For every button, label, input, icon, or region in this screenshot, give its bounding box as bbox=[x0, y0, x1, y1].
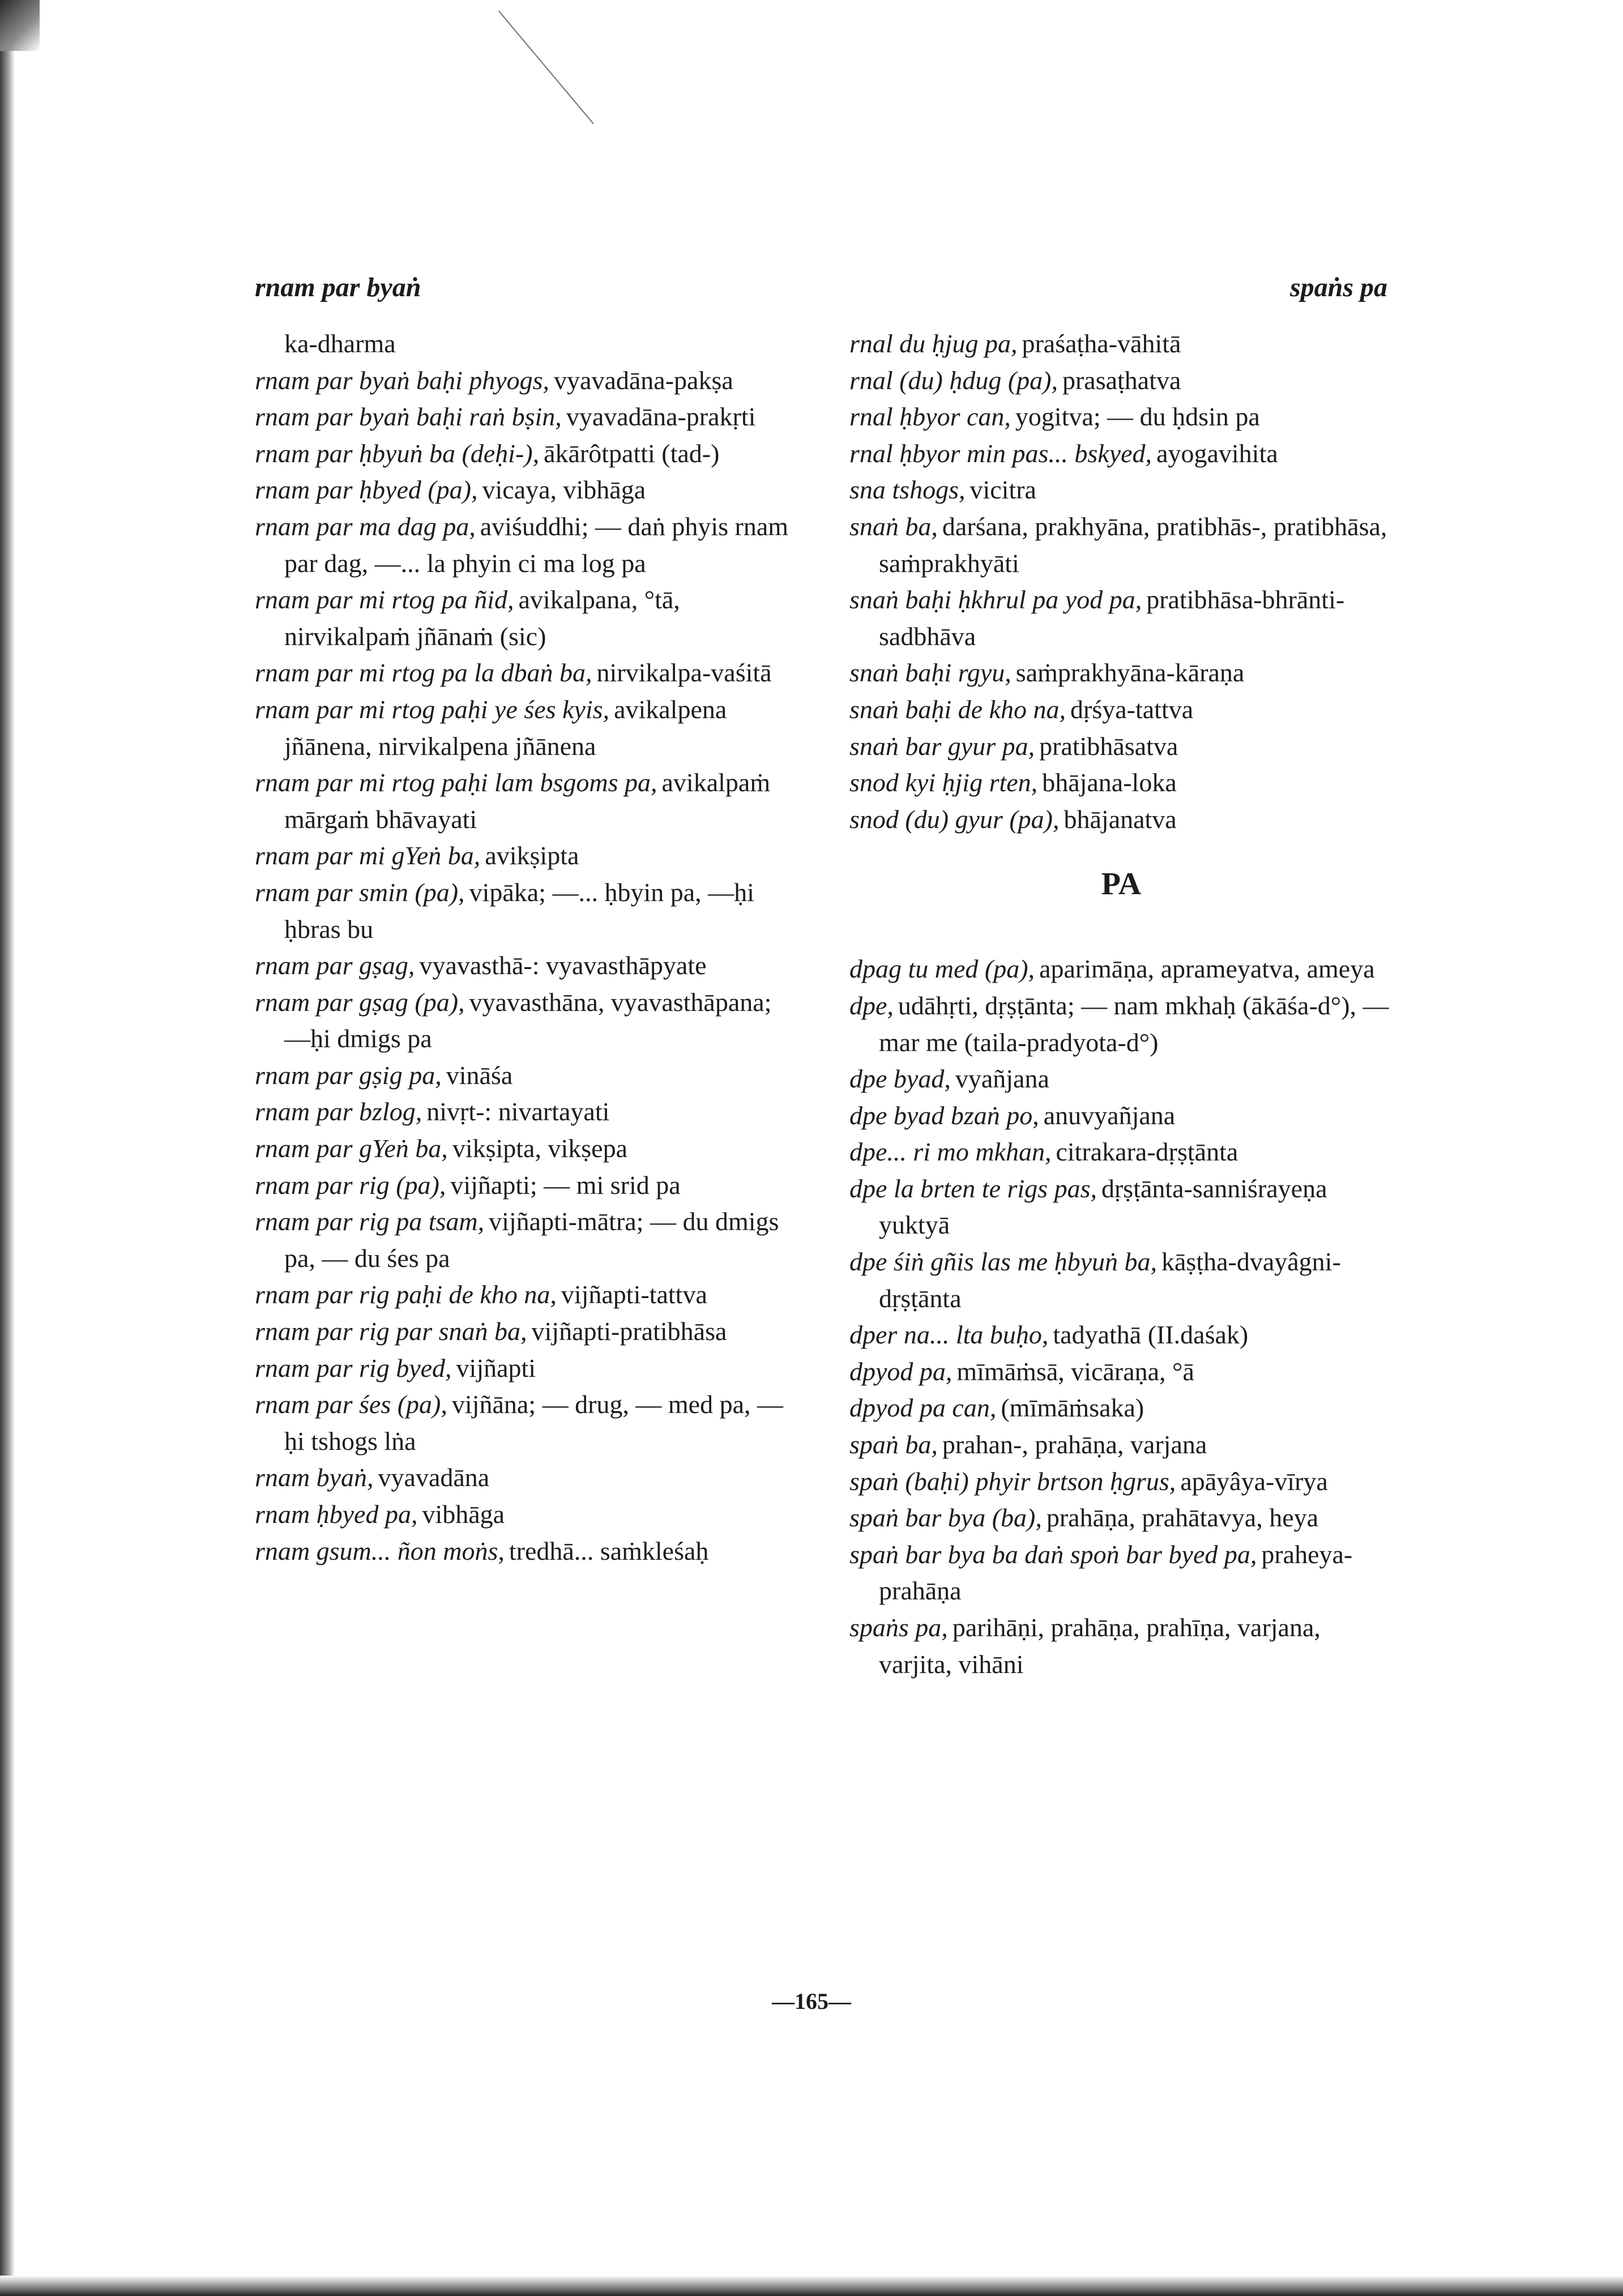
scan-corner-shadow bbox=[0, 0, 40, 51]
entry-meaning: vikṣipta, vikṣepa bbox=[452, 1134, 627, 1163]
entry-meaning: vicaya, vibhāga bbox=[482, 475, 646, 505]
dictionary-entry bbox=[255, 765, 798, 838]
entry-term: rnam par rig paḥi de kho na, bbox=[255, 1280, 557, 1309]
entry-term: dpyod pa, bbox=[849, 1356, 953, 1386]
dictionary-entry bbox=[849, 988, 1393, 1061]
dictionary-entry bbox=[849, 951, 1393, 988]
entry-term: spaṅ ba, bbox=[849, 1430, 938, 1459]
entry-term: rnam par ḥbyed (pa), bbox=[255, 475, 478, 505]
entry-term: spaṅ bar bya ba daṅ spoṅ bar byed pa, bbox=[849, 1539, 1257, 1569]
dictionary-entry bbox=[849, 472, 1393, 509]
entry-meaning: vyavasthā-: vyavasthāpyate bbox=[419, 951, 707, 980]
entry-term: rnam par ma dag pa, bbox=[255, 511, 476, 541]
dictionary-entry bbox=[849, 1354, 1393, 1390]
entry-term: dpe byad, bbox=[849, 1064, 951, 1094]
entry-meaning: vibhāga bbox=[422, 1500, 505, 1529]
entry-term: snaṅ ba, bbox=[849, 511, 938, 541]
entry-term: dpe la brten te rigs pas, bbox=[849, 1173, 1097, 1203]
left-column bbox=[255, 326, 798, 1569]
entry-term: dpe, bbox=[849, 991, 894, 1020]
entry-meaning: ka-dharma bbox=[284, 329, 396, 358]
entry-meaning: vyavadāna-pakṣa bbox=[554, 365, 733, 395]
entry-term: rnam par ḥbyuṅ ba (deḥi-), bbox=[255, 438, 540, 468]
entry-meaning: mīmāṁsā, vicāraṇa, °ā bbox=[956, 1356, 1194, 1386]
entry-meaning: vipāka; —... ḥbyin pa, —ḥi ḥbras bu bbox=[284, 877, 754, 944]
running-head-right: spaṅs pa bbox=[1289, 272, 1387, 302]
entry-term: rnam par rig (pa), bbox=[255, 1170, 446, 1200]
entry-term: snod (du) gyur (pa), bbox=[849, 804, 1060, 834]
entry-term: snaṅ baḥi de kho na, bbox=[849, 694, 1066, 724]
entry-meaning: vyañjana bbox=[955, 1064, 1049, 1094]
dictionary-entry bbox=[849, 1134, 1393, 1171]
entry-meaning: praśaṭha-vāhitā bbox=[1022, 329, 1181, 358]
entry-term: dpe śiṅ gñis las me ḥbyuṅ ba, bbox=[849, 1247, 1158, 1277]
entry-meaning: darśana, prakhyāna, pratibhās-, pratibhāsa, saṁprakhyāti bbox=[879, 511, 1387, 578]
entry-meaning: yogitva; — du ḥdsin pa bbox=[1015, 402, 1260, 432]
entry-term: dper na... lta buḥo, bbox=[849, 1320, 1049, 1350]
entry-meaning: udāhṛti, dṛṣṭānta; — nam mkhaḥ (ākāśa-d°), — mar me (taila-pradyota-d°) bbox=[879, 991, 1389, 1057]
scan-pencil-mark bbox=[498, 11, 594, 124]
entry-meaning: aparimāṇa, aprameyatva, ameya bbox=[1039, 954, 1375, 984]
entry-meaning: nirvikalpa-vaśitā bbox=[596, 658, 772, 688]
dictionary-entry bbox=[255, 362, 798, 399]
entry-term: snaṅ bar gyur pa, bbox=[849, 731, 1035, 761]
dictionary-entry bbox=[255, 948, 798, 984]
entry-meaning: bhājanatva bbox=[1064, 804, 1177, 834]
entry-meaning: ayogavihita bbox=[1156, 438, 1278, 468]
entry-term: rnal ḥbyor min pas... bskyed, bbox=[849, 438, 1152, 468]
dictionary-entry bbox=[849, 1427, 1393, 1463]
entry-term: rnal ḥbyor can, bbox=[849, 402, 1011, 432]
entry-term: rnam par gṣig pa, bbox=[255, 1060, 442, 1090]
entry-term: rnam par mi gYeṅ ba, bbox=[255, 841, 481, 870]
entry-term: rnam par gṣag, bbox=[255, 951, 415, 980]
entry-meaning: tadyathā (II.daśak) bbox=[1053, 1320, 1249, 1350]
entry-term: dpyod pa can, bbox=[849, 1393, 997, 1423]
right-column-entries-bottom bbox=[849, 951, 1393, 1683]
dictionary-entry bbox=[849, 1061, 1393, 1098]
dictionary-entry bbox=[849, 326, 1393, 362]
dictionary-entry bbox=[255, 1459, 798, 1496]
entry-meaning: vyavadāna bbox=[378, 1463, 490, 1492]
entry-meaning: kāṣṭha-dvayâgni-dṛṣṭānta bbox=[879, 1247, 1341, 1313]
entry-meaning: vijñapti bbox=[456, 1353, 536, 1382]
entry-term: rnam par byaṅ baḥi phyogs, bbox=[255, 365, 550, 395]
dictionary-entry bbox=[849, 801, 1393, 838]
dictionary-entry bbox=[255, 692, 798, 765]
entry-term: rnal du ḥjug pa, bbox=[849, 329, 1018, 358]
entry-term: rnal (du) ḥdug (pa), bbox=[849, 365, 1058, 395]
dictionary-entry bbox=[255, 984, 798, 1057]
entry-meaning: vijñapti-pratibhāsa bbox=[531, 1317, 727, 1346]
entry-term: rnam par gṣag (pa), bbox=[255, 987, 465, 1017]
dictionary-entry bbox=[849, 582, 1393, 655]
entry-meaning: bhājana-loka bbox=[1042, 768, 1177, 797]
dictionary-entry bbox=[849, 1317, 1393, 1354]
dictionary-entry bbox=[849, 1500, 1393, 1537]
entry-meaning: prasaṭhatva bbox=[1062, 365, 1181, 395]
dictionary-entry bbox=[255, 326, 798, 362]
dictionary-entry bbox=[849, 1098, 1393, 1134]
dictionary-entry bbox=[255, 1167, 798, 1204]
entry-meaning: avikṣipta bbox=[485, 841, 579, 870]
dictionary-entry bbox=[255, 472, 798, 509]
entry-term: rnam par bzlog, bbox=[255, 1097, 422, 1126]
section-heading: PA bbox=[1101, 867, 1142, 902]
entry-meaning: aviśuddhi; — daṅ phyis rnam par dag, —... la phyin ci ma log pa bbox=[284, 511, 789, 578]
dictionary-entry bbox=[255, 874, 798, 948]
dictionary-entry bbox=[255, 509, 798, 582]
dictionary-entry bbox=[849, 1390, 1393, 1427]
dictionary-entry bbox=[849, 1244, 1393, 1317]
entry-meaning: vijñapti-tattva bbox=[561, 1280, 707, 1309]
entry-meaning: avikalpana, °tā, nirvikalpaṁ jñānaṁ (sic) bbox=[284, 585, 680, 651]
entry-term: snaṅ baḥi rgyu, bbox=[849, 658, 1011, 688]
entry-term: snod kyi ḥjig rten, bbox=[849, 768, 1038, 797]
entry-meaning: vyavadāna-prakṛti bbox=[566, 402, 756, 432]
entry-meaning: vicitra bbox=[969, 475, 1036, 505]
dictionary-entry bbox=[255, 1094, 798, 1130]
entry-term: spaṅ bar bya (ba), bbox=[849, 1503, 1042, 1533]
entry-meaning: pratibhāsatva bbox=[1039, 731, 1178, 761]
entry-term: rnam par gYeṅ ba, bbox=[255, 1134, 448, 1163]
dictionary-entry bbox=[255, 1204, 798, 1277]
entry-meaning: vijñāna; — drug, — med pa, —ḥi tshogs lṅa bbox=[284, 1390, 783, 1456]
dictionary-entry bbox=[255, 399, 798, 436]
entry-term: rnam par rig byed, bbox=[255, 1353, 452, 1382]
entry-meaning: vijñapti-mātra; — du dmigs pa, — du śes pa bbox=[284, 1207, 779, 1273]
entry-meaning: praheya-prahāṇa bbox=[879, 1539, 1353, 1606]
dictionary-entry bbox=[849, 399, 1393, 436]
entry-meaning: avikalpena jñānena, nirvikalpena jñānena bbox=[284, 694, 727, 761]
entry-term: rnam par mi rtog paḥi ye śes kyis, bbox=[255, 694, 610, 724]
dictionary-entry bbox=[849, 436, 1393, 472]
dictionary-entry bbox=[849, 509, 1393, 582]
entry-term: sna tshogs, bbox=[849, 475, 966, 505]
entry-meaning: vināśa bbox=[446, 1060, 513, 1090]
entry-meaning: prahāṇa, prahātavya, heya bbox=[1046, 1503, 1319, 1533]
entry-term: rnam par śes (pa), bbox=[255, 1390, 447, 1419]
right-column bbox=[849, 326, 1393, 1683]
dictionary-entry bbox=[255, 582, 798, 655]
dictionary-entry bbox=[849, 765, 1393, 801]
entry-meaning: dṛśya-tattva bbox=[1070, 694, 1194, 724]
scan-bottom-edge bbox=[0, 2276, 1623, 2296]
entry-meaning: pratibhāsa-bhrānti-sadbhāva bbox=[879, 585, 1345, 651]
dictionary-entry bbox=[255, 1277, 798, 1313]
right-column-entries-top bbox=[849, 326, 1393, 838]
entry-meaning: citrakara-dṛṣṭānta bbox=[1056, 1137, 1238, 1167]
entry-term: rnam par byaṅ baḥi raṅ bṣin, bbox=[255, 402, 562, 432]
dictionary-entry bbox=[849, 728, 1393, 765]
dictionary-entry bbox=[849, 1171, 1393, 1244]
entry-term: rnam par mi rtog pa ñid, bbox=[255, 585, 514, 614]
entry-term: snaṅ baḥi ḥkhrul pa yod pa, bbox=[849, 585, 1142, 614]
dictionary-entry bbox=[849, 692, 1393, 728]
entry-meaning: vyavasthāna, vyavasthāpana; —ḥi dmigs pa bbox=[284, 987, 772, 1053]
dictionary-entry bbox=[849, 1537, 1393, 1610]
entry-term: rnam par rig pa tsam, bbox=[255, 1207, 485, 1236]
dictionary-entry bbox=[255, 1533, 798, 1570]
entry-meaning: saṁprakhyāna-kāraṇa bbox=[1015, 658, 1245, 688]
entry-meaning: ākārôtpatti (tad-) bbox=[544, 438, 720, 468]
entry-term: rnam par rig par snaṅ ba, bbox=[255, 1317, 527, 1346]
entry-meaning: vijñapti; — mi srid pa bbox=[450, 1170, 681, 1200]
dictionary-entry bbox=[255, 436, 798, 472]
dictionary-entry bbox=[255, 1313, 798, 1350]
dictionary-entry bbox=[255, 1350, 798, 1387]
dictionary-entry bbox=[849, 362, 1393, 399]
entry-term: rnam par mi rtog pa la dbaṅ ba, bbox=[255, 658, 592, 688]
entry-term: rnam par smin (pa), bbox=[255, 877, 465, 907]
dictionary-entry bbox=[255, 838, 798, 874]
dictionary-entry bbox=[255, 655, 798, 692]
entry-meaning: dṛṣṭānta-sanniśrayeṇa yuktyā bbox=[879, 1173, 1327, 1240]
entry-meaning: nivṛt-: nivartayati bbox=[426, 1097, 610, 1126]
dictionary-entry bbox=[849, 655, 1393, 692]
dictionary-entry bbox=[849, 1463, 1393, 1500]
entry-meaning: avikalpaṁ mārgaṁ bhāvayati bbox=[284, 768, 771, 834]
dictionary-entry bbox=[255, 1496, 798, 1533]
dictionary-entry bbox=[255, 1057, 798, 1094]
running-head-left: rnam par byaṅ bbox=[255, 272, 421, 302]
dictionary-entry bbox=[255, 1130, 798, 1167]
entry-term: dpe... ri mo mkhan, bbox=[849, 1137, 1052, 1167]
entry-term: rnam par mi rtog paḥi lam bsgoms pa, bbox=[255, 768, 657, 797]
entry-term: spaṅs pa, bbox=[849, 1613, 948, 1642]
entry-term: spaṅ (baḥi) phyir brtson ḥgrus, bbox=[849, 1466, 1176, 1496]
entry-term: dpag tu med (pa), bbox=[849, 954, 1035, 984]
entry-meaning: anuvyañjana bbox=[1043, 1100, 1176, 1130]
entry-meaning: tredhā... saṁkleśaḥ bbox=[509, 1536, 709, 1565]
entry-term: rnam gsum... ñon moṅs, bbox=[255, 1536, 505, 1565]
dictionary-entry bbox=[255, 1386, 798, 1459]
entry-term: rnam ḥbyed pa, bbox=[255, 1500, 418, 1529]
entry-meaning: parihāṇi, prahāṇa, prahīṇa, varjana, varjita, vihāni bbox=[879, 1613, 1321, 1679]
entry-term: dpe byad bzaṅ po, bbox=[849, 1100, 1039, 1130]
scan-left-edge bbox=[0, 0, 15, 2296]
entry-meaning: (mīmāṁsaka) bbox=[1001, 1393, 1144, 1423]
entry-meaning: apāyâya-vīrya bbox=[1180, 1466, 1328, 1496]
page-number: —165— bbox=[772, 1988, 851, 2014]
dictionary-entry bbox=[849, 1610, 1393, 1683]
entry-term: rnam byaṅ, bbox=[255, 1463, 374, 1492]
entry-meaning: prahan-, prahāṇa, varjana bbox=[942, 1430, 1207, 1459]
